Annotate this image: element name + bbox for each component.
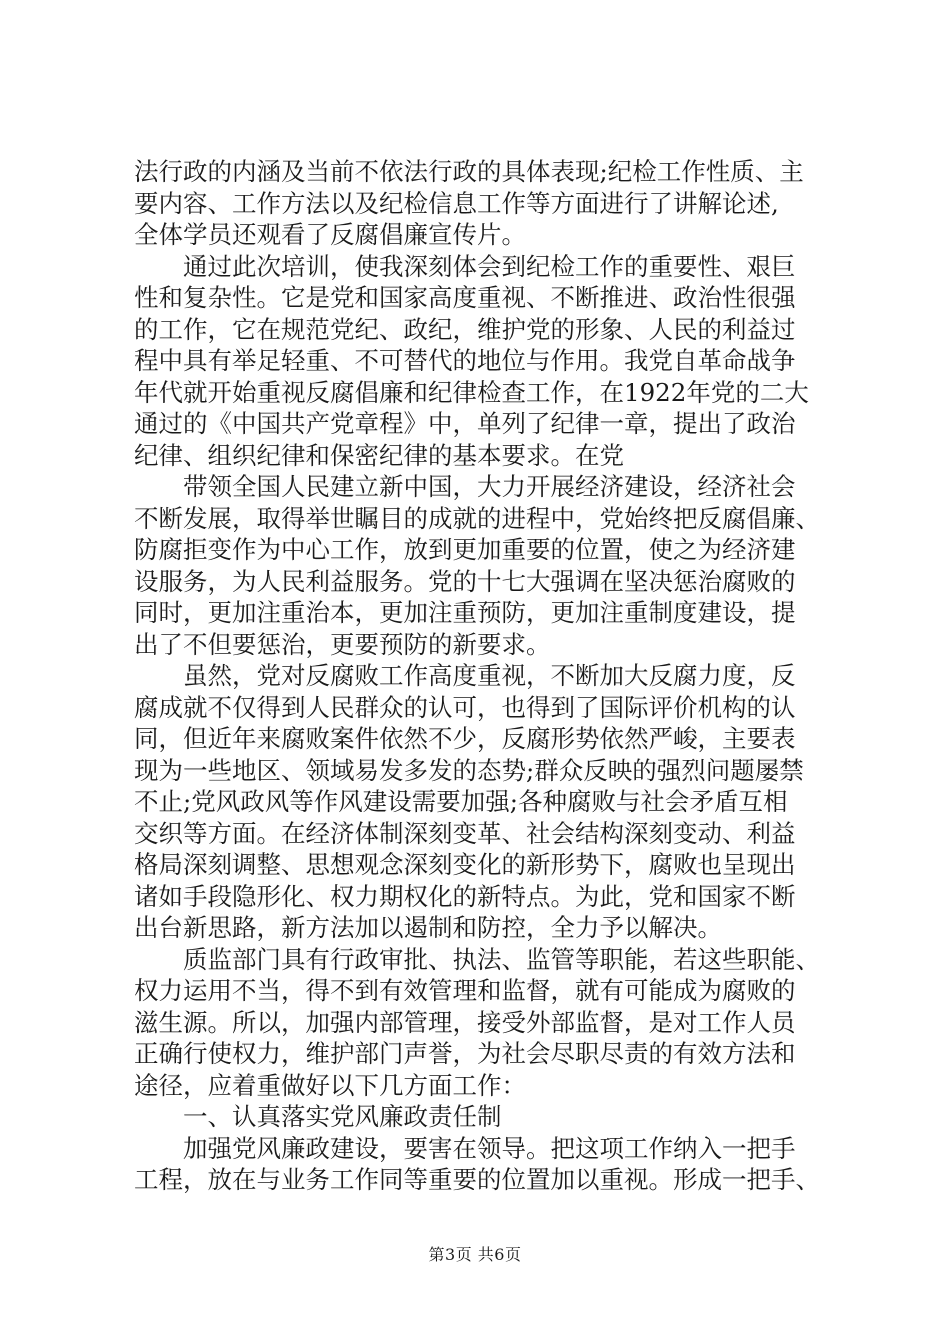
- text-line: 性和复杂性。它是党和国家高度重视、不断推进、政治性很强: [134, 283, 796, 312]
- body-text: [134, 156, 840, 1196]
- text-line: 权力运用不当，得不到有效管理和监督，就有可能成为腐败的: [134, 976, 796, 1005]
- text-line: 的工作，它在规范党纪、政纪，维护党的形象、人民的利益过: [134, 314, 796, 344]
- text-line: 途径，应着重做好以下几方面工作：: [134, 1070, 526, 1100]
- text-line: 一、认真落实党风廉政责任制: [134, 1102, 502, 1131]
- text-line: 虽然，党对反腐败工作高度重视，不断加大反腐力度，反: [134, 661, 796, 690]
- text-line: 现为一些地区、领域易发多发的态势;群众反映的强烈问题屡禁: [134, 755, 804, 785]
- text-line: 诸如手段隐形化、权力期权化的新特点。为此，党和国家不断: [134, 881, 796, 911]
- text-line: 正确行使权力，维护部门声誉，为社会尽职尽责的有效方法和: [134, 1039, 796, 1068]
- text-line: 纪律、组织纪律和保密纪律的基本要求。在党: [134, 440, 624, 470]
- text-line: 工程，放在与业务工作同等重要的位置加以重视。形成一把手、: [134, 1165, 820, 1194]
- text-line: 全体学员还观看了反腐倡廉宣传片。: [134, 220, 526, 249]
- text-line: 通过的《中国共产党章程》中，单列了纪律一章，提出了政治: [134, 409, 796, 438]
- text-line: 通过此次培训，使我深刻体会到纪检工作的重要性、艰巨: [134, 251, 796, 281]
- text-line: 出了不但要惩治，更要预防的新要求。: [134, 629, 551, 659]
- text-line: 设服务，为人民利益服务。党的十七大强调在坚决惩治腐败的: [134, 566, 796, 596]
- text-line: 同，但近年来腐败案件依然不少，反腐形势依然严峻，主要表: [134, 724, 796, 753]
- text-line: 不止;党风政风等作风建设需要加强;各种腐败与社会矛盾互相: [134, 787, 788, 816]
- text-line: 不断发展，取得举世瞩目的成就的进程中，党始终把反腐倡廉、: [134, 503, 820, 533]
- text-line: 腐成就不仅得到人民群众的认可，也得到了国际评价机构的认: [134, 692, 796, 722]
- text-line: 年代就开始重视反腐倡廉和纪律检查工作，在1922年党的二大: [134, 377, 809, 407]
- text-line: 格局深刻调整、思想观念深刻变化的新形势下，腐败也呈现出: [134, 850, 796, 879]
- text-line: 滋生源。所以，加强内部管理，接受外部监督，是对工作人员: [134, 1007, 796, 1037]
- text-line: 出台新思路，新方法加以遏制和防控，全力予以解决。: [134, 913, 722, 942]
- text-line: 带领全国人民建立新中国，大力开展经济建设，经济社会: [134, 472, 796, 501]
- page-footer: 第3页 共6页: [428, 1245, 522, 1264]
- text-line: 交织等方面。在经济体制深刻变革、社会结构深刻变动、利益: [134, 818, 796, 848]
- text-line: 法行政的内涵及当前不依法行政的具体表现;纪检工作性质、主: [134, 157, 804, 186]
- text-line: 质监部门具有行政审批、执法、监管等职能，若这些职能、: [134, 944, 820, 974]
- text-line: 要内容、工作方法以及纪检信息工作等方面进行了讲解论述,: [134, 188, 779, 218]
- text-line: 防腐拒变作为中心工作，放到更加重要的位置，使之为经济建: [134, 535, 796, 564]
- text-line: 加强党风廉政建设，要害在领导。把这项工作纳入一把手: [134, 1133, 796, 1163]
- text-line: 同时，更加注重治本，更加注重预防，更加注重制度建设，提: [134, 598, 796, 627]
- text-line: 程中具有举足轻重、不可替代的地位与作用。我党自革命战争: [134, 346, 796, 375]
